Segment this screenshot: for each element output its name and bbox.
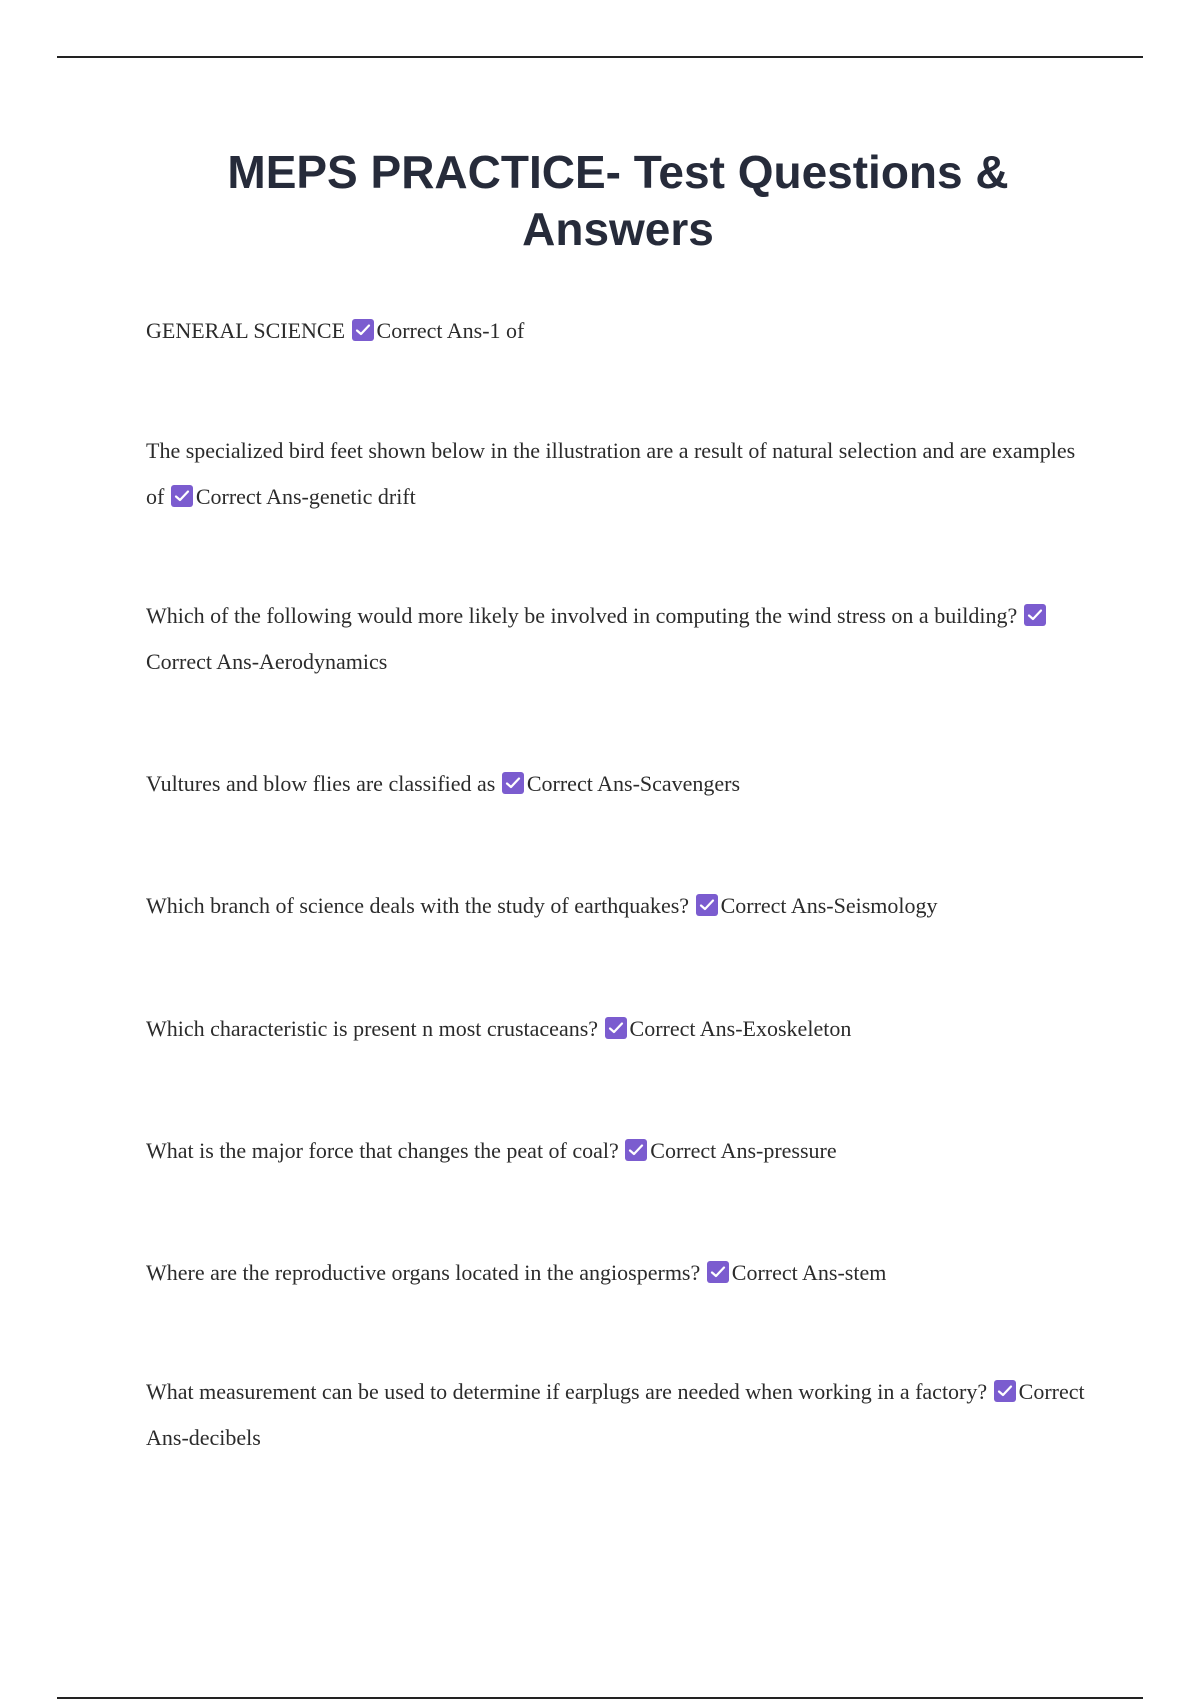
question-text: Where are the reproductive organs located in the angiosperms? (146, 1260, 701, 1285)
question-text: The specialized bird feet shown below in the illustration are a result of natural selection and are examples of (146, 438, 1076, 509)
answer-text: Correct Ans-Seismology (720, 893, 938, 918)
qa-item-5 (146, 883, 1086, 929)
checkbox-checked-icon (1024, 604, 1046, 626)
qa-item-6 (146, 1006, 1086, 1052)
question-text: What is the major force that changes the peat of coal? (146, 1138, 619, 1163)
answer-text: Correct Ans-Scavengers (526, 771, 741, 796)
checkbox-checked-icon (625, 1139, 647, 1161)
question-text: GENERAL SCIENCE (146, 318, 346, 343)
question-text: Which of the following would more likely be involved in computing the wind stress on a building? (146, 603, 1018, 628)
answer-text: Correct Ans-Aerodynamics (146, 649, 388, 674)
qa-item-4 (146, 761, 1086, 807)
qa-item-2 (146, 428, 1086, 520)
checkbox-checked-icon (352, 319, 374, 341)
answer-text: Correct Ans-pressure (650, 1138, 837, 1163)
qa-item-3 (146, 593, 1086, 685)
qa-item-9 (146, 1369, 1086, 1461)
qa-item-1 (146, 308, 1086, 354)
checkbox-checked-icon (994, 1380, 1016, 1402)
document-title: MEPS PRACTICE- Test Questions & Answers (227, 146, 1009, 255)
question-text: Vultures and blow flies are classified as (146, 771, 496, 796)
checkbox-checked-icon (171, 485, 193, 507)
question-text: What measurement can be used to determine if earplugs are needed when working in a factory? (146, 1379, 988, 1404)
qa-item-7 (146, 1128, 1086, 1174)
answer-text: Correct Ans-Exoskeleton (629, 1016, 852, 1041)
footer-rule (57, 1697, 1143, 1699)
checkbox-checked-icon (502, 772, 524, 794)
question-text: Which characteristic is present n most crustaceans? (146, 1016, 599, 1041)
answer-text: Correct Ans-stem (731, 1260, 887, 1285)
checkbox-checked-icon (707, 1261, 729, 1283)
question-text: Which branch of science deals with the study of earthquakes? (146, 893, 690, 918)
qa-item-8 (146, 1250, 1086, 1296)
answer-text: Correct Ans-decibels (146, 1379, 1085, 1450)
answer-text: Correct Ans-genetic drift (195, 484, 416, 509)
answer-text: Correct Ans-1 of (376, 318, 525, 343)
header-rule (57, 56, 1143, 58)
checkbox-checked-icon (605, 1017, 627, 1039)
checkbox-checked-icon (696, 894, 718, 916)
